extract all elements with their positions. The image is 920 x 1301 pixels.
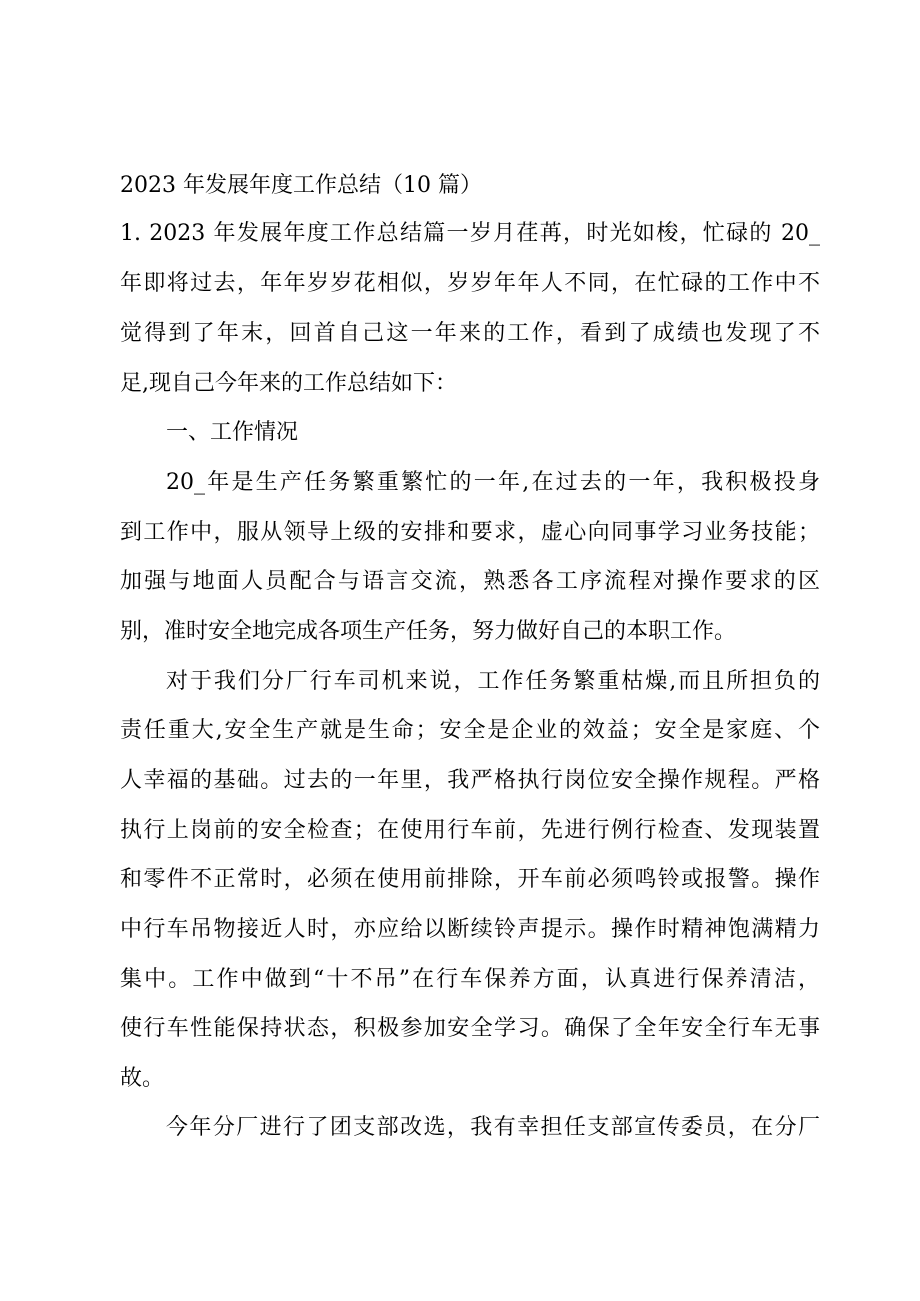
text-line: 别，准时安全地完成各项生产任务，努力做好自己的本职工作。: [120, 619, 737, 644]
text-line: 觉得到了年末，回首自己这一年来的工作，看到了成绩也发现了不: [120, 321, 820, 346]
text-line: 集中。工作中做到“十不吊”在行车保养方面，认真进行保养清洁，: [120, 967, 820, 992]
text-line: 1. 2023 年发展年度工作总结篇一岁月荏苒，时光如梭，忙碌的 20_: [120, 221, 820, 246]
text-line: 使行车性能保持状态，积极参加安全学习。确保了全年安全行车无事: [120, 1016, 820, 1041]
document-title: 2023 年发展年度工作总结（10 篇）: [120, 173, 482, 198]
text-line: 对于我们分厂行车司机来说，工作任务繁重枯燥,而且所担负的: [166, 669, 820, 694]
text-line: 加强与地面人员配合与语言交流，熟悉各工序流程对操作要求的区: [120, 569, 820, 594]
text-line: 今年分厂进行了团支部改选，我有幸担任支部宣传委员，在分厂: [166, 1115, 820, 1140]
text-line: 执行上岗前的安全检查；在使用行车前，先进行例行检查、发现装置: [120, 818, 820, 843]
text-line: 中行车吊物接近人时，亦应给以断续铃声提示。操作时精神饱满精力: [120, 917, 820, 942]
text-line: 责任重大,安全生产就是生命；安全是企业的效益；安全是家庭、个: [120, 718, 820, 743]
text-line: 到工作中，服从领导上级的安排和要求，虚心向同事学习业务技能；: [120, 520, 820, 545]
text-line: 20_年是生产任务繁重繁忙的一年,在过去的一年，我积极投身: [166, 470, 820, 495]
text-line: 故。: [120, 1066, 165, 1091]
text-line: 足,现自己今年来的工作总结如下：: [120, 371, 457, 396]
text-line: 年即将过去，年年岁岁花相似，岁岁年年人不同，在忙碌的工作中不: [120, 271, 820, 296]
text-line: 和零件不正常时，必须在使用前排除，开车前必须鸣铃或报警。操作: [120, 867, 820, 892]
section-heading: 一、工作情况: [166, 420, 299, 445]
text-line: 人幸福的基础。过去的一年里，我严格执行岗位安全操作规程。严格: [120, 768, 820, 793]
